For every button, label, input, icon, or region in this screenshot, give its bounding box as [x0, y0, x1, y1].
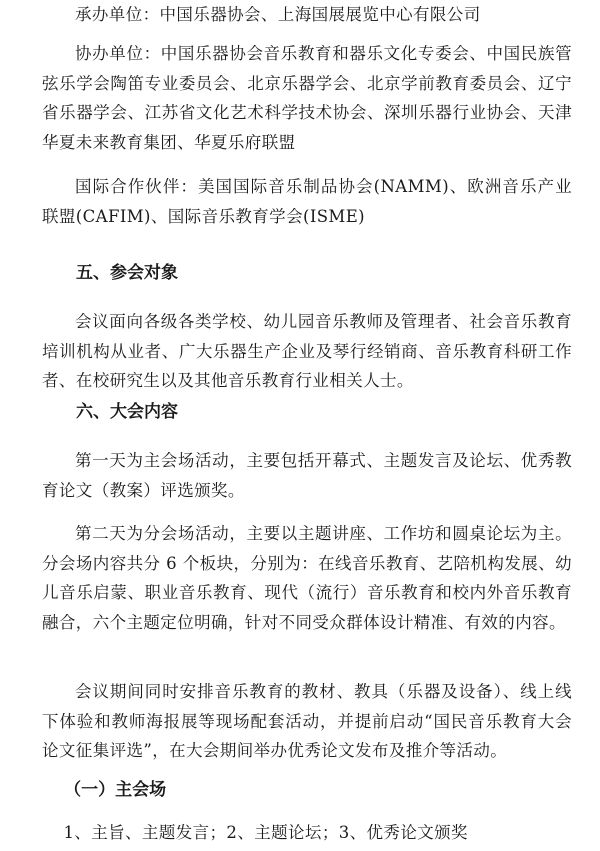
- partners-value: 美国国际音乐制品协会(NAMM)、欧洲音乐产业联盟(CAFIM)、国际音乐教育学会(ISME): [42, 177, 572, 226]
- main-venue-items: 1、主旨、主题发言；2、主题论坛；3、优秀论文颁奖: [63, 823, 468, 842]
- section-five-heading: 五、参会对象: [76, 263, 178, 283]
- co-organizer-value: 中国乐器协会音乐教育和器乐文化专委会、中国民族管弦乐学会陶笛专业委员会、北京乐器学会、北京学前教育委员会、辽宁省乐器学会、江苏省文化艺术科学技术协会、深圳乐器行业协会、天津华夏未来教育集团、华夏乐府联盟: [42, 44, 572, 152]
- section-five-body: 会议面向各级各类学校、幼儿园音乐教师及管理者、社会音乐教育培训机构从业者、广大乐器生产企业及琴行经销商、音乐教育科研工作者、在校研究生以及其他音乐教育行业相关人士。: [42, 312, 572, 390]
- day-one-paragraph: 第一天为主会场活动，主要包括开幕式、主题发言及论坛、优秀教育论文（教案）评选颁奖。: [42, 451, 572, 500]
- extra-activities-paragraph: 会议期间同时安排音乐教育的教材、教具（乐器及设备）、线上线下体验和教师海报展等现场配套活动，并提前启动“国民音乐教育大会论文征集评选”，在大会期间举办优秀论文发布及推介等活动。: [42, 682, 572, 760]
- partners-label: 国际合作伙伴：: [75, 177, 198, 196]
- organizer-paragraph: [42, 0, 572, 30]
- organizer-label: 承办单位：: [75, 5, 160, 24]
- co-organizer-paragraph: [42, 39, 572, 157]
- day-two-paragraph: 第二天为分会场活动，主要以主题讲座、工作坊和圆桌论坛为主。分会场内容共分 6 个板块，分别为：在线音乐教育、艺陪机构发展、幼儿音乐启蒙、职业音乐教育、现代（流行）音乐教育和校内外音乐教育融合，六个主题定位明确，针对不同受众群体设计精准、有效的内容。: [42, 524, 572, 632]
- co-organizer-label: 协办单位：: [75, 44, 161, 63]
- organizer-value: 中国乐器协会、上海国展展览中心有限公司: [159, 5, 481, 24]
- main-venue-heading: （一）主会场: [64, 780, 167, 800]
- section-six-heading: 六、大会内容: [76, 402, 178, 422]
- partners-paragraph: [42, 172, 572, 231]
